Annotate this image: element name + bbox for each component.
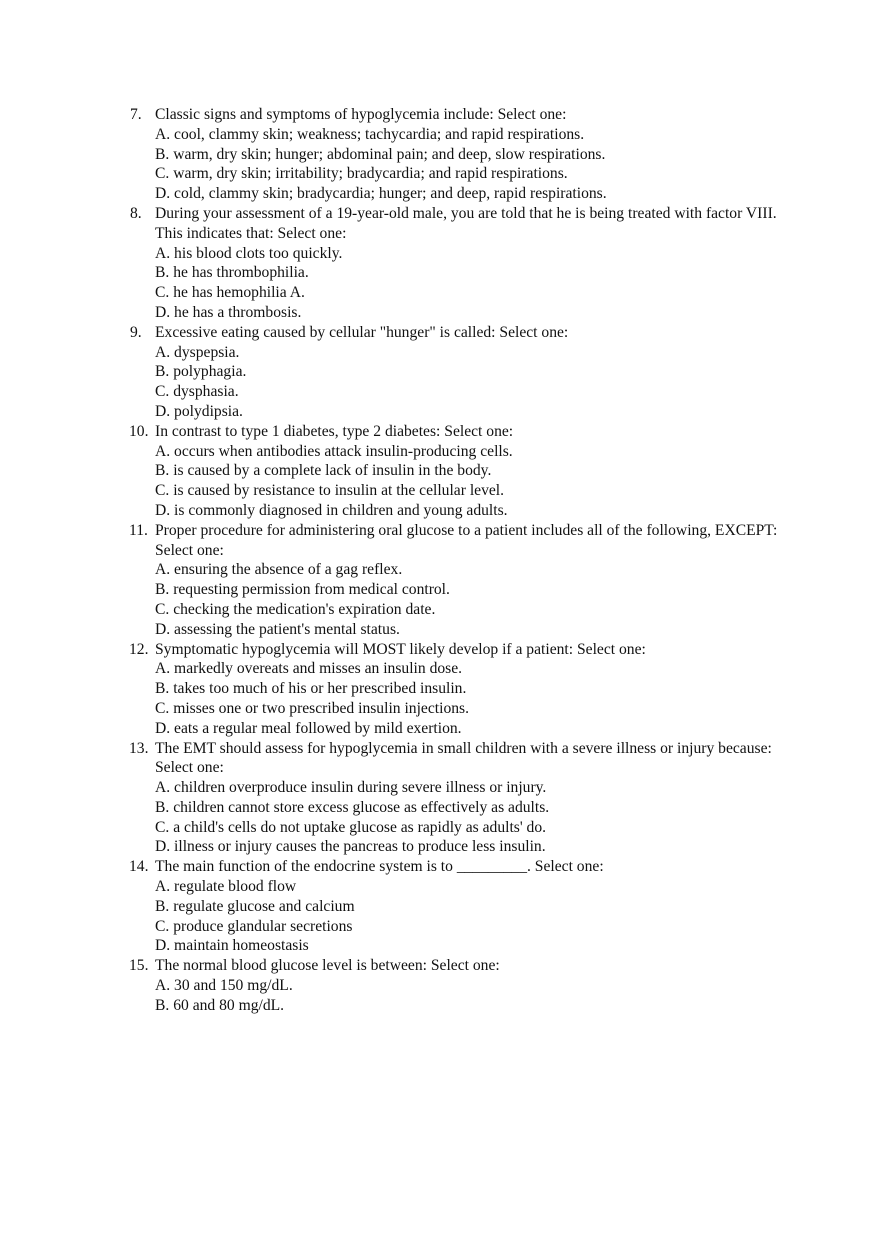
answer-option: C. dysphasia. [155, 383, 239, 401]
question-number: 9. [130, 323, 142, 341]
question-number: 14. [129, 858, 149, 876]
answer-option: C. checking the medication's expiration date. [155, 600, 436, 618]
answer-option: B. children cannot store excess glucose as effectively as adults. [155, 798, 550, 816]
question-text: During your assessment of a 19-year-old male, you are told that he is being treated with factor VIII. This indicates that: Select one: [155, 204, 777, 242]
answer-option: D. eats a regular meal followed by mild exertion. [155, 719, 462, 737]
question-number: 7. [130, 106, 142, 123]
answer-option: A. cool, clammy skin; weakness; tachycardia; and rapid respirations. [155, 125, 585, 143]
question-text: The normal blood glucose level is between: Select one: [155, 957, 500, 975]
answer-option: C. a child's cells do not uptake glucose as rapidly as adults' do. [155, 818, 547, 836]
answer-option: A. regulate blood flow [155, 878, 297, 896]
answer-option: A. 30 and 150 mg/dL. [155, 977, 293, 995]
answer-option: A. ensuring the absence of a gag reflex. [155, 561, 403, 579]
answer-options [155, 778, 780, 857]
answer-option: D. is commonly diagnosed in children and young adults. [155, 501, 508, 519]
answer-option: D. he has a thrombosis. [155, 303, 302, 321]
answer-option: B. takes too much of his or her prescribed insulin. [155, 680, 467, 698]
answer-option: B. polyphagia. [155, 363, 247, 381]
question-text: In contrast to type 1 diabetes, type 2 diabetes: Select one: [155, 422, 514, 440]
question-item [130, 739, 780, 858]
question-list [130, 105, 780, 1016]
answer-options [155, 442, 780, 521]
answer-option: C. warm, dry skin; irritability; bradycardia; and rapid respirations. [155, 165, 568, 183]
answer-option: A. his blood clots too quickly. [155, 244, 343, 262]
question-number: 15. [129, 957, 149, 975]
answer-option: C. produce glandular secretions [155, 917, 353, 935]
answer-options [155, 976, 780, 1016]
answer-option: C. is caused by resistance to insulin at the cellular level. [155, 482, 505, 500]
question-number: 10. [129, 422, 149, 440]
question-text: Excessive eating caused by cellular "hunger" is called: Select one: [155, 323, 569, 341]
question-number: 13. [129, 739, 149, 757]
question-item [130, 323, 780, 422]
question-item [130, 640, 780, 739]
question-text: The main function of the endocrine system is to _________. Select one: [155, 858, 604, 876]
answer-options [155, 560, 780, 639]
question-text: Symptomatic hypoglycemia will MOST likely develop if a patient: Select one: [155, 640, 646, 658]
question-item [130, 956, 780, 1015]
answer-options [155, 125, 780, 204]
answer-option: B. he has thrombophilia. [155, 264, 309, 282]
question-number: 11. [129, 521, 148, 539]
question-item [130, 521, 780, 640]
answer-option: C. he has hemophilia A. [155, 284, 305, 302]
question-item [130, 204, 780, 323]
answer-option: A. markedly overeats and misses an insulin dose. [155, 660, 463, 678]
question-text: Proper procedure for administering oral glucose to a patient includes all of the following, EXCEPT: Select one: [155, 521, 778, 559]
answer-option: D. cold, clammy skin; bradycardia; hunger; and deep, rapid respirations. [155, 185, 607, 203]
question-number: 12. [129, 640, 149, 658]
answer-options [155, 659, 780, 738]
answer-option: A. dyspepsia. [155, 343, 240, 361]
answer-options [155, 877, 780, 956]
answer-option: B. 60 and 80 mg/dL. [155, 996, 285, 1014]
question-item [130, 857, 780, 956]
answer-option: C. misses one or two prescribed insulin injections. [155, 699, 469, 717]
answer-option: D. maintain homeostasis [155, 937, 309, 955]
answer-option: A. children overproduce insulin during severe illness or injury. [155, 779, 547, 797]
answer-option: D. illness or injury causes the pancreas to produce less insulin. [155, 838, 546, 856]
answer-option: A. occurs when antibodies attack insulin-producing cells. [155, 442, 513, 460]
answer-options [155, 343, 780, 422]
question-number: 8. [130, 204, 142, 222]
question-text: The EMT should assess for hypoglycemia in small children with a severe illness or injury because: Select one: [155, 739, 772, 777]
question-text: Classic signs and symptoms of hypoglycemia include: Select one: [155, 106, 567, 123]
answer-option: D. assessing the patient's mental status. [155, 620, 400, 638]
answer-option: B. is caused by a complete lack of insulin in the body. [155, 462, 492, 480]
question-item [130, 105, 780, 204]
answer-option: B. warm, dry skin; hunger; abdominal pain; and deep, slow respirations. [155, 145, 606, 163]
answer-option: B. requesting permission from medical control. [155, 581, 450, 599]
question-item [130, 422, 780, 521]
answer-option: D. polydipsia. [155, 402, 243, 420]
answer-options [155, 244, 780, 323]
answer-option: B. regulate glucose and calcium [155, 897, 355, 915]
